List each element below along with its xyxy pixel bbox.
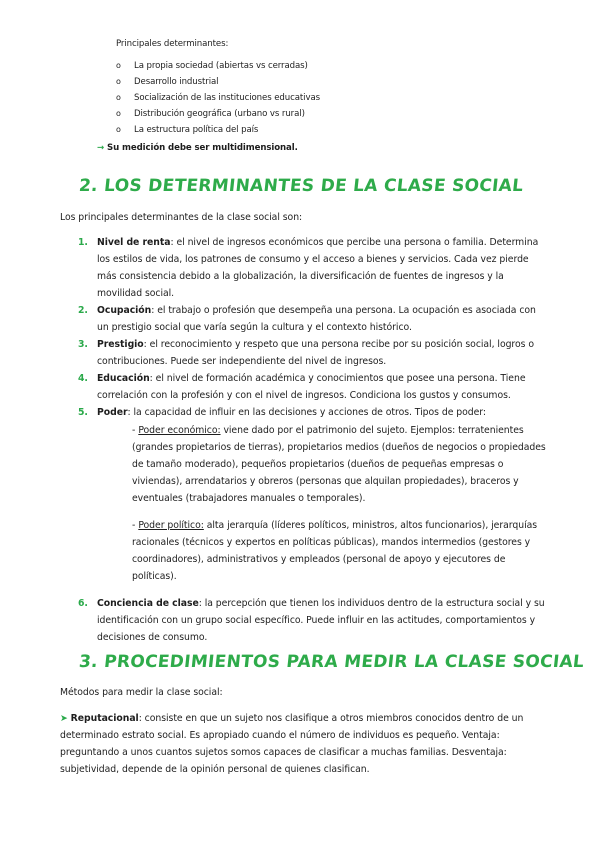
bullet-icon: o <box>116 109 121 118</box>
reputational-method-paragraph: ➤ Reputacional: consiste en que un sujeto nos clasifique a otros miembros conocidos dentro de un determinado estrato social. Es apropiado cuando el número de individuos es pequeño. Ventaja: preguntando a unos cuantos sujetos somos capaces de clasificar a muchas familias. Desventaja: subjetividad, depende de la opinión personal de quienes clasifican. <box>60 713 524 775</box>
section-2-title: 2. LOS DETERMINANTES DE LA CLASE SOCIAL <box>77 176 525 196</box>
list-item: o Socialización de las instituciones educativas <box>116 90 476 106</box>
determinants-numbered-list <box>78 234 550 421</box>
bullet-icon: o <box>116 93 121 102</box>
list-item: 5. Poder: la capacidad de influir en las decisiones y acciones de otros. Tipos de poder: <box>78 407 486 418</box>
list-item: 6. Conciencia de clase: la percepción que tienen los individuos dentro de la estructura social y su identificación con un grupo social específico. Puede influir en las actitudes, comportamientos y decisiones de consumo. <box>78 598 545 643</box>
list-item: 2. Ocupación: el trabajo o profesión que desempeña una persona. La ocupación es asociada con un prestigio social que varía según la cultura y el contexto histórico. <box>78 305 536 333</box>
list-item: 3. Prestigio: el reconocimiento y respeto que una persona recibe por su posición social, logros o contribuciones. Puede ser independiente del nivel de ingresos. <box>78 339 534 367</box>
list-item: o Distribución geográfica (urbano vs rural) <box>116 106 476 122</box>
arrowhead-icon: ➤ <box>60 713 68 724</box>
economic-power-paragraph: - Poder económico: viene dado por el patrimonio del sujeto. Ejemplos: terratenientes (grandes propietarios de tierras), propietarios medios (dueños de negocios o propiedades de tamaño moderado), pequeños propietarios (dueños de pequeñas empresas o viviendas), arrendatarios y obreros (personas que alquilan propiedades), braceros y eventuales (trabajadores manuales o temporales). <box>132 425 546 504</box>
list-item: o La estructura política del país <box>116 122 476 138</box>
bullet-icon: o <box>116 61 121 70</box>
list-item: o La propia sociedad (abiertas vs cerradas) <box>116 58 476 74</box>
list-item: o Desarrollo industrial <box>116 74 476 90</box>
list-item: 1. Nivel de renta: el nivel de ingresos económicos que percibe una persona o familia. Determina los estilos de vida, los patrones de consumo y el acceso a bienes y servicios. Cada vez pierde más consistencia debido a la globalización, la diversificación de fuentes de ingresos y la movilidad social. <box>78 237 539 299</box>
section-3-title: 3. PROCEDIMIENTOS PARA MEDIR LA CLASE SOCIAL <box>77 652 586 672</box>
measurement-note: → Su medición debe ser multidimensional. <box>97 143 298 153</box>
section-3-intro: Métodos para medir la clase social: <box>60 687 223 698</box>
determinants-label: Principales determinantes: <box>116 39 229 49</box>
class-consciousness-item <box>78 595 550 646</box>
determinants-list <box>116 58 476 138</box>
political-power-paragraph: - Poder político: alta jerarquía (líderes políticos, ministros, altos funcionarios), jerarquías racionales (técnicos y expertos en políticas públicas), mandos intermedios (gestores y coordinadores), administrativos y empleados (personal de apoyo y ejecutores de políticas). <box>132 520 538 582</box>
bullet-icon: o <box>116 77 121 86</box>
list-item: 4. Educación: el nivel de formación académica y conocimientos que posee una persona. Tiene correlación con la profesión y con el nivel de ingresos. Condiciona los gustos y consumos. <box>78 373 526 401</box>
bullet-icon: o <box>116 125 121 134</box>
section-2-intro: Los principales determinantes de la clase social son: <box>60 212 303 223</box>
arrow-right-icon: → <box>97 143 105 153</box>
